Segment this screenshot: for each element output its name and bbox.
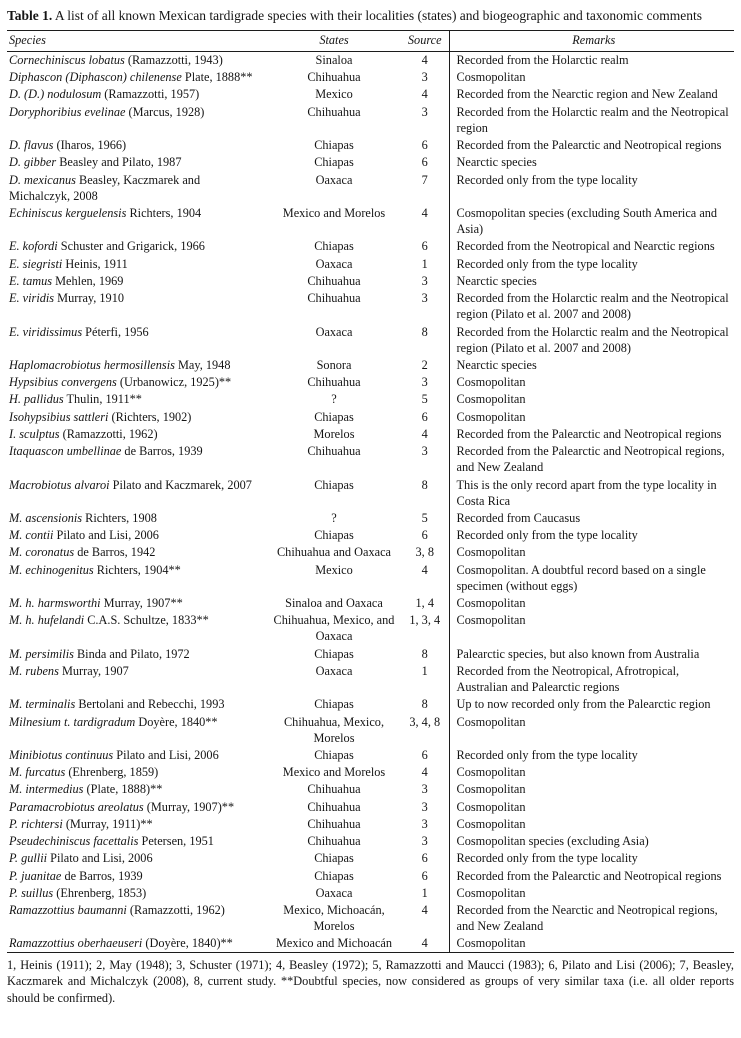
remarks-cell: Recorded from the Holarctic realm (449, 51, 734, 69)
source-cell: 1, 3, 4 (409, 613, 441, 628)
source-cell: 7 (421, 172, 428, 187)
table-row (7, 476, 734, 509)
states-cell: Sonora (316, 357, 352, 372)
table-row (7, 764, 734, 781)
source-cell: 4 (421, 426, 428, 441)
table-row (7, 935, 734, 953)
table-row (7, 290, 734, 323)
remarks-cell: Recorded from the Holarctic realm and the Neotropical region (Pilato et al. 2007 and 2008) (449, 323, 734, 356)
species-cell: M. persimilis Binda and Pilato, 1972 (9, 646, 190, 661)
source-cell: 6 (421, 138, 428, 153)
states-cell: Oaxaca (315, 663, 353, 678)
states-cell: Chihuahua (307, 375, 361, 390)
column-header-states: States (267, 30, 401, 51)
table-row (7, 323, 734, 356)
states-cell: Mexico (315, 562, 353, 577)
species-cell: E. viridissimus Péterfi, 1956 (9, 324, 149, 339)
species-cell: E. viridis Murray, 1910 (9, 291, 124, 306)
table-row (7, 509, 734, 526)
column-header-source: Source (401, 30, 449, 51)
states-cell: Chihuahua (307, 70, 361, 85)
remarks-cell: Nearctic species (449, 356, 734, 373)
remarks-cell: Cosmopolitan (449, 713, 734, 746)
source-cell: 1, 4 (415, 596, 434, 611)
species-cell: Cornechiniscus lobatus (Ramazzotti, 1943) (9, 53, 223, 68)
source-cell: 6 (421, 748, 428, 763)
table-row (7, 645, 734, 662)
source-cell: 4 (421, 562, 428, 577)
table-row (7, 51, 734, 69)
states-cell: Oaxaca (315, 172, 353, 187)
remarks-cell: Cosmopolitan (449, 815, 734, 832)
states-cell: Mexico and Michoacán (275, 936, 393, 951)
species-cell: M. contii Pilato and Lisi, 2006 (9, 528, 159, 543)
source-cell: 4 (421, 53, 428, 68)
remarks-cell: Recorded only from the type locality (449, 255, 734, 272)
table-title (7, 7, 734, 25)
species-name: P. juanitae (9, 868, 62, 883)
species-name: Isohypsibius sattleri (9, 409, 109, 424)
table-row (7, 205, 734, 238)
states-cell: Chihuahua (307, 444, 361, 459)
states-cell: Chiapas (314, 851, 354, 866)
source-cell: 8 (421, 324, 428, 339)
species-name: E. viridissimus (9, 324, 83, 339)
table-row (7, 154, 734, 171)
remarks-cell: Cosmopolitan (449, 612, 734, 645)
species-cell: M. terminalis Bertolani and Rebecchi, 1993 (9, 697, 225, 712)
states-cell: Chihuahua (307, 104, 361, 119)
remarks-cell: This is the only record apart from the type locality in Costa Rica (449, 476, 734, 509)
species-name: Hypsibius convergens (9, 375, 117, 390)
species-cell: Hypsibius convergens (Urbanowicz, 1925)** (9, 375, 232, 390)
remarks-cell: Recorded from the Palearctic and Neotropical regions, and New Zealand (449, 443, 734, 476)
remarks-cell: Recorded from the Neotropical, Afrotropical, Australian and Palearctic regions (449, 662, 734, 695)
source-cell: 8 (421, 477, 428, 492)
species-name: Milnesium t. tardigradum (9, 714, 136, 729)
species-name: Paramacrobiotus areolatus (9, 799, 144, 814)
states-cell: Chiapas (314, 477, 354, 492)
source-cell: 4 (421, 936, 428, 951)
species-name: P. richtersi (9, 816, 63, 831)
species-name: M. rubens (9, 663, 59, 678)
remarks-cell: Recorded from the Nearctic region and New Zealand (449, 86, 734, 103)
states-cell: Chiapas (314, 409, 354, 424)
source-cell: 8 (421, 697, 428, 712)
species-name: M. intermedius (9, 782, 84, 797)
species-cell: M. h. harmsworthi Murray, 1907** (9, 596, 183, 611)
table-row (7, 595, 734, 612)
states-cell: Chiapas (314, 697, 354, 712)
states-cell: Chihuahua (307, 816, 361, 831)
species-name: D. mexicanus (9, 172, 76, 187)
species-cell: H. pallidus Thulin, 1911** (9, 392, 142, 407)
species-cell: D. mexicanus Beasley, Kaczmarek and Michalczyk, 2008 (9, 172, 201, 203)
species-name: M. h. harmsworthi (9, 596, 101, 611)
column-header-species: Species (7, 30, 267, 51)
species-name: D. (D.) nodulosum (9, 87, 102, 102)
species-cell: Ramazzottius oberhaeuseri (Doyère, 1840)** (9, 936, 233, 951)
species-name: Echiniscus kerguelensis (9, 206, 127, 221)
remarks-cell: Cosmopolitan (449, 764, 734, 781)
states-cell: Chiapas (314, 528, 354, 543)
states-cell: Chiapas (314, 868, 354, 883)
remarks-cell: Recorded from the Holarctic realm and the Neotropical region (449, 103, 734, 136)
table-row (7, 850, 734, 867)
table-row (7, 69, 734, 86)
species-name: E. kofordi (9, 239, 58, 254)
species-name: M. contii (9, 528, 54, 543)
species-cell: Paramacrobiotus areolatus (Murray, 1907)** (9, 799, 235, 814)
species-name: Itaquascon umbellinae (9, 444, 122, 459)
species-cell: D. flavus (Iharos, 1966) (9, 138, 127, 153)
source-cell: 1 (421, 885, 428, 900)
species-cell: M. furcatus (Ehrenberg, 1859) (9, 765, 159, 780)
species-name: Diphascon (Diphascon) chilenense (9, 70, 182, 85)
table-row (7, 561, 734, 594)
source-cell: 3 (421, 799, 428, 814)
species-name: Ramazzottius baumanni (9, 902, 127, 917)
states-cell: Chihuahua (307, 291, 361, 306)
species-table (7, 30, 734, 954)
remarks-cell: Cosmopolitan (449, 798, 734, 815)
table-footnote: 1, Heinis (1911); 2, May (1948); 3, Schuster (1971); 4, Beasley (1972); 5, Ramazzotti and Maucci (1983); 6, Pilato and Lisi (2006); 7, Beasley, Kaczmarek and Michalczyk (2008), 8, current study. **Doubtful species, now considered as groups of very similar taxa (i.e. all older reports should be confirmed). (7, 958, 734, 1005)
remarks-cell: Recorded from the Neotropical and Nearctic regions (449, 238, 734, 255)
species-name: M. echinogenitus (9, 562, 94, 577)
states-cell: Chihuahua (307, 799, 361, 814)
remarks-cell: Recorded only from the type locality (449, 171, 734, 204)
source-cell: 1 (421, 256, 428, 271)
source-cell: 3 (421, 104, 428, 119)
table-row (7, 86, 734, 103)
species-cell: M. echinogenitus Richters, 1904** (9, 562, 181, 577)
states-cell: Chiapas (314, 646, 354, 661)
species-name: Haplomacrobiotus hermosillensis (9, 357, 175, 372)
species-cell: Itaquascon umbellinae de Barros, 1939 (9, 444, 203, 459)
source-cell: 6 (421, 868, 428, 883)
states-cell: Chiapas (314, 155, 354, 170)
species-name: Ramazzottius oberhaeuseri (9, 936, 143, 951)
species-cell: D. (D.) nodulosum (Ramazzotti, 1957) (9, 87, 200, 102)
remarks-cell: Cosmopolitan (449, 544, 734, 561)
table-row (7, 901, 734, 934)
species-cell: Pseudechiniscus facettalis Petersen, 1951 (9, 834, 214, 849)
source-cell: 6 (421, 851, 428, 866)
remarks-cell: Nearctic species (449, 154, 734, 171)
states-cell: Morelos (313, 426, 355, 441)
table-row (7, 443, 734, 476)
table-row (7, 747, 734, 764)
table-row (7, 238, 734, 255)
table-row (7, 798, 734, 815)
table-row (7, 425, 734, 442)
states-cell: Chihuahua (307, 782, 361, 797)
table-row (7, 544, 734, 561)
table-row (7, 391, 734, 408)
source-cell: 4 (421, 87, 428, 102)
source-cell: 3, 4, 8 (409, 714, 441, 729)
species-cell: E. kofordi Schuster and Grigarick, 1966 (9, 239, 205, 254)
species-name: D. gibber (9, 155, 57, 170)
species-name: M. coronatus (9, 545, 75, 560)
source-cell: 2 (421, 357, 428, 372)
species-cell: Isohypsibius sattleri (Richters, 1902) (9, 409, 192, 424)
species-name: I. sculptus (9, 426, 60, 441)
table-row (7, 867, 734, 884)
remarks-cell: Recorded only from the type locality (449, 850, 734, 867)
table-row (7, 374, 734, 391)
species-name: Minibiotus continuus (9, 748, 114, 763)
states-cell: Mexico, Michoacán, Morelos (283, 902, 385, 934)
remarks-cell: Recorded from the Holarctic realm and the Neotropical region (Pilato et al. 2007 and 2008) (449, 290, 734, 323)
states-cell: Chihuahua (307, 834, 361, 849)
source-cell: 3 (421, 375, 428, 390)
states-cell: Oaxaca (315, 885, 353, 900)
column-header-remarks: Remarks (449, 30, 734, 51)
states-cell: Mexico and Morelos (282, 206, 386, 221)
species-name: M. terminalis (9, 697, 76, 712)
species-name: M. persimilis (9, 646, 74, 661)
remarks-cell: Cosmopolitan (449, 884, 734, 901)
species-name: Cornechiniscus lobatus (9, 53, 125, 68)
table-body (7, 51, 734, 953)
table-row (7, 612, 734, 645)
species-cell: Echiniscus kerguelensis Richters, 1904 (9, 206, 202, 221)
source-cell: 3 (421, 444, 428, 459)
table-row (7, 272, 734, 289)
species-name: Pseudechiniscus facettalis (9, 834, 139, 849)
states-cell: Oaxaca (315, 324, 353, 339)
species-name: P. gullii (9, 851, 48, 866)
states-cell: Mexico and Morelos (282, 765, 386, 780)
table-row (7, 662, 734, 695)
remarks-cell: Recorded only from the type locality (449, 527, 734, 544)
remarks-cell: Cosmopolitan (449, 69, 734, 86)
remarks-cell: Cosmopolitan species (excluding South America and Asia) (449, 205, 734, 238)
source-cell: 8 (421, 646, 428, 661)
species-cell: M. ascensionis Richters, 1908 (9, 510, 157, 525)
species-name: E. tamus (9, 273, 53, 288)
remarks-cell: Cosmopolitan species (excluding Asia) (449, 833, 734, 850)
remarks-cell: Palearctic species, but also known from Australia (449, 645, 734, 662)
species-cell: E. tamus Mehlen, 1969 (9, 273, 124, 288)
remarks-cell: Recorded from Caucasus (449, 509, 734, 526)
states-cell: Chihuahua and Oaxaca (276, 545, 392, 560)
species-cell: P. suillus (Ehrenberg, 1853) (9, 885, 147, 900)
table-row (7, 833, 734, 850)
remarks-cell: Cosmopolitan (449, 374, 734, 391)
states-cell: ? (331, 392, 337, 407)
remarks-cell: Recorded from the Palearctic and Neotropical regions (449, 867, 734, 884)
species-cell: Macrobiotus alvaroi Pilato and Kaczmarek, 2007 (9, 477, 252, 492)
source-cell: 3 (421, 782, 428, 797)
states-cell: Sinaloa and Oaxaca (285, 596, 383, 611)
table-row (7, 527, 734, 544)
species-cell: Milnesium t. tardigradum Doyère, 1840** (9, 714, 218, 729)
states-cell: Oaxaca (315, 256, 353, 271)
species-cell: M. h. hufelandi C.A.S. Schultze, 1833** (9, 613, 209, 628)
table-number-label: Table 1. (7, 8, 53, 23)
source-cell: 6 (421, 239, 428, 254)
remarks-cell: Cosmopolitan (449, 595, 734, 612)
table-row (7, 103, 734, 136)
header-row (7, 30, 734, 51)
table-caption: A list of all known Mexican tardigrade species with their localities (states) and biogeographic and taxonomic comments (54, 8, 702, 23)
species-cell: M. rubens Murray, 1907 (9, 663, 129, 678)
source-cell: 4 (421, 902, 428, 917)
remarks-cell: Cosmopolitan (449, 408, 734, 425)
table-row (7, 815, 734, 832)
states-cell: ? (331, 510, 337, 525)
remarks-cell: Recorded only from the type locality (449, 747, 734, 764)
source-cell: 3 (421, 273, 428, 288)
remarks-cell: Cosmopolitan (449, 781, 734, 798)
remarks-cell: Up to now recorded only from the Palearctic region (449, 696, 734, 713)
table-row (7, 884, 734, 901)
source-cell: 5 (421, 510, 428, 525)
remarks-cell: Cosmopolitan (449, 391, 734, 408)
states-cell: Chihuahua (307, 273, 361, 288)
table-row (7, 781, 734, 798)
source-cell: 6 (421, 528, 428, 543)
table-row (7, 137, 734, 154)
source-cell: 6 (421, 409, 428, 424)
species-name: Macrobiotus alvaroi (9, 477, 110, 492)
remarks-cell: Recorded from the Nearctic and Neotropical regions, and New Zealand (449, 901, 734, 934)
species-cell: M. coronatus de Barros, 1942 (9, 545, 156, 560)
species-cell: I. sculptus (Ramazzotti, 1962) (9, 426, 158, 441)
species-cell: P. gullii Pilato and Lisi, 2006 (9, 851, 153, 866)
source-cell: 3 (421, 291, 428, 306)
states-cell: Mexico (315, 87, 353, 102)
table-row (7, 255, 734, 272)
source-cell: 3 (421, 834, 428, 849)
species-name: M. ascensionis (9, 510, 83, 525)
species-name: E. viridis (9, 291, 55, 306)
species-cell: E. siegristi Heinis, 1911 (9, 256, 128, 271)
states-cell: Sinaloa (315, 53, 353, 68)
species-name: D. flavus (9, 138, 54, 153)
table-row (7, 171, 734, 204)
species-cell: M. intermedius (Plate, 1888)** (9, 782, 163, 797)
states-cell: Chiapas (314, 138, 354, 153)
species-name: H. pallidus (9, 392, 64, 407)
states-cell: Chihuahua, Mexico, and Oaxaca (273, 613, 395, 644)
species-cell: D. gibber Beasley and Pilato, 1987 (9, 155, 182, 170)
states-cell: Chiapas (314, 748, 354, 763)
states-cell: Chihuahua, Mexico, Morelos (283, 714, 385, 745)
table-row (7, 356, 734, 373)
source-cell: 1 (421, 663, 428, 678)
species-cell: P. richtersi (Murray, 1911)** (9, 816, 153, 831)
species-cell: Minibiotus continuus Pilato and Lisi, 2006 (9, 748, 219, 763)
species-name: Doryphoribius evelinae (9, 104, 126, 119)
table-row (7, 713, 734, 746)
source-cell: 3 (421, 816, 428, 831)
remarks-cell: Cosmopolitan (449, 935, 734, 953)
source-cell: 5 (421, 392, 428, 407)
species-name: E. siegristi (9, 256, 63, 271)
table-row (7, 408, 734, 425)
source-cell: 3 (421, 70, 428, 85)
states-cell: Chiapas (314, 239, 354, 254)
source-cell: 6 (421, 155, 428, 170)
table-header (7, 30, 734, 51)
remarks-cell: Nearctic species (449, 272, 734, 289)
species-cell: Haplomacrobiotus hermosillensis May, 1948 (9, 357, 231, 372)
species-name: P. suillus (9, 885, 54, 900)
species-cell: Diphascon (Diphascon) chilenense Plate, 1888** (9, 70, 253, 85)
species-cell: P. juanitae de Barros, 1939 (9, 868, 143, 883)
species-cell: Doryphoribius evelinae (Marcus, 1928) (9, 104, 205, 119)
remarks-cell: Recorded from the Palearctic and Neotropical regions (449, 137, 734, 154)
source-cell: 4 (421, 206, 428, 221)
source-cell: 3, 8 (415, 545, 434, 560)
table-row (7, 696, 734, 713)
species-cell: Ramazzottius baumanni (Ramazzotti, 1962) (9, 902, 225, 917)
remarks-cell: Recorded from the Palearctic and Neotropical regions (449, 425, 734, 442)
source-cell: 4 (421, 765, 428, 780)
remarks-cell: Cosmopolitan. A doubtful record based on a single specimen (without eggs) (449, 561, 734, 594)
species-name: M. h. hufelandi (9, 613, 85, 628)
species-name: M. furcatus (9, 765, 66, 780)
